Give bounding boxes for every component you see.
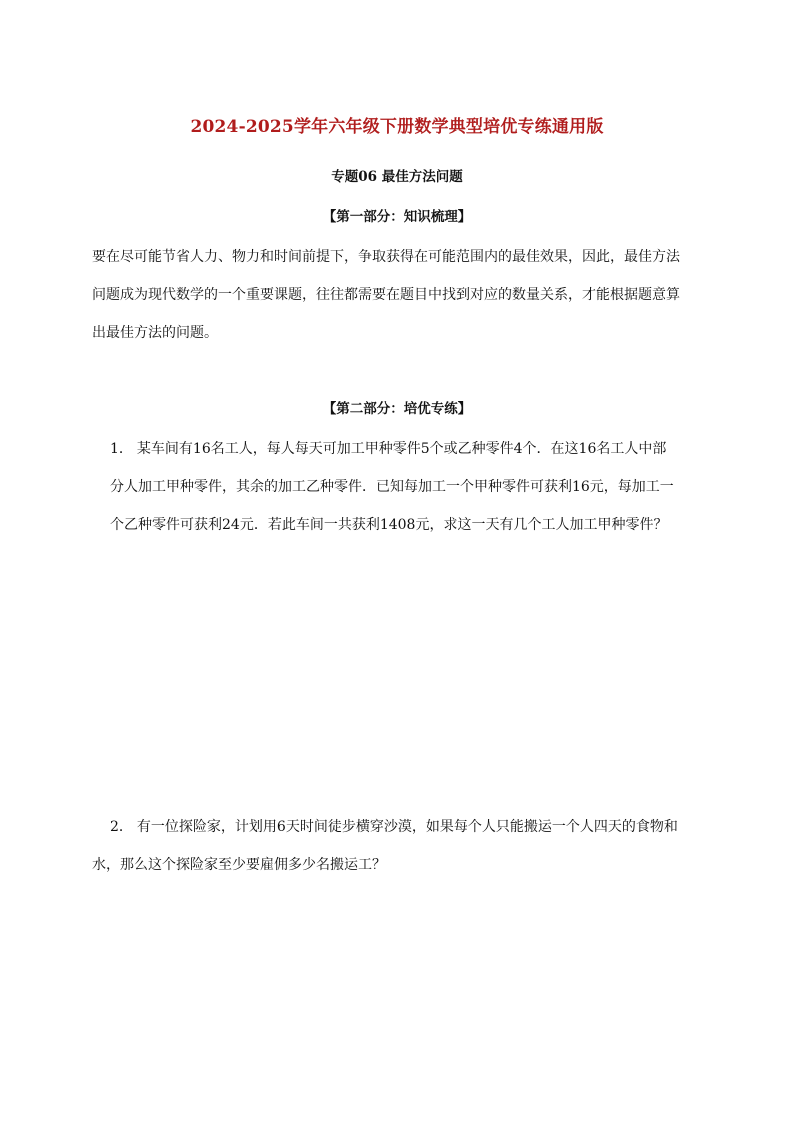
section-heading-practice: 【第二部分：培优专练】 [322,401,472,417]
document-title: 2024-2025学年六年级下册数学典型培优专练通用版 [190,117,604,137]
question-line: 个乙种零件可获利24元．若此车间一共获利1408元，求这一天有几个工人加工甲种零件？ [110,517,668,533]
paragraph-line: 要在尽可能节省人力、物力和时间前提下，争取获得在可能范围内的最佳效果，因此，最佳方法 [92,249,680,265]
paragraph-line: 出最佳方法的问题。 [92,325,218,341]
knowledge-paragraph [92,238,708,352]
section-heading-knowledge: 【第一部分：知识梳理】 [322,209,472,225]
topic-title: 专题06 最佳方法问题 [331,169,463,185]
question-line [92,808,708,846]
question-line: 分人加工甲种零件，其余的加工乙种零件．已知每加工一个甲种零件可获利16元，每加工一 [110,479,674,495]
question-2 [92,808,708,884]
question-line [92,430,708,468]
question-number: 2． [110,819,133,835]
question-line: 水，那么这个探险家至少要雇佣多少名搬运工？ [92,857,386,873]
paragraph-line: 问题成为现代数学的一个重要课题，往往都需要在题目中找到对应的数量关系，才能根据题意算 [92,287,680,303]
question-1 [92,430,708,544]
question-text: 有一位探险家，计划用6天时间徒步横穿沙漠，如果每个人只能搬运一个人四天的食物和 [136,819,678,835]
question-text: 某车间有16名工人，每人每天可加工甲种零件5个或乙种零件4个．在这16名工人中部 [136,441,667,457]
question-number: 1． [110,441,133,457]
